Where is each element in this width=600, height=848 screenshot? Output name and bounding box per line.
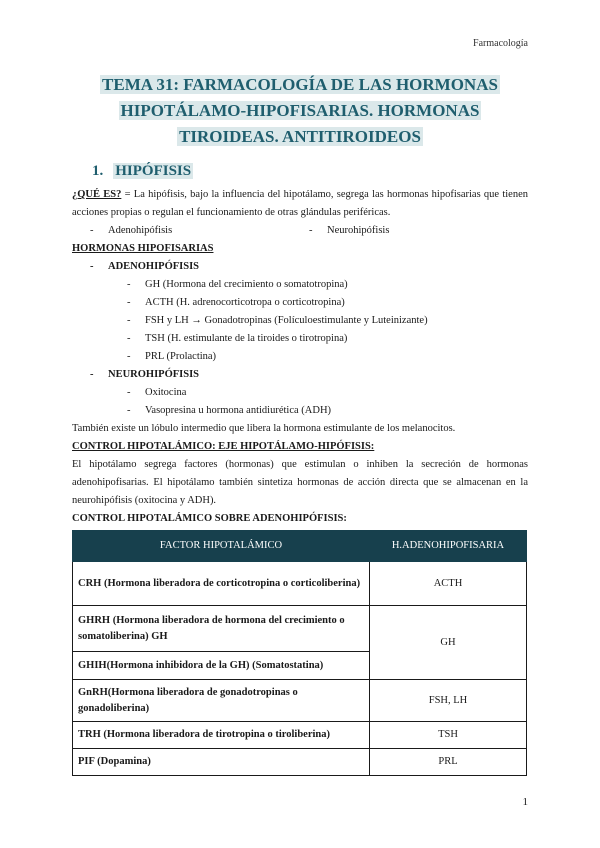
factor-cell: CRH (Hormona liberadora de corticotropina o corticoliberina) <box>73 562 370 606</box>
hormona-cell: TSH <box>370 722 527 749</box>
neuro-heading-label: NEUROHIPÓFISIS <box>108 369 200 380</box>
hormonas-heading: HORMONAS HIPOFISARIAS <box>72 243 214 254</box>
lobulo-text: También existe un lóbulo intermedio que libera la hormona estimulante de los melanocitos. <box>72 423 456 434</box>
section-title: HIPÓFISIS <box>115 163 192 179</box>
table-header-row <box>73 531 527 562</box>
part-left: - Adenohipófisis <box>90 225 173 236</box>
parts-row <box>72 222 528 240</box>
col-hormona-header: H.ADENOHIPOFISARIA <box>370 531 527 562</box>
control-heading: CONTROL HIPOTALÁMICO: EJE HIPOTÁLAMO-HIPÓFISIS: <box>72 441 375 452</box>
neuro-heading: - NEUROHIPÓFISIS <box>90 369 200 380</box>
part-right-label: Neurohipófisis <box>327 225 390 236</box>
table-row <box>73 722 527 749</box>
factor-cell: TRH (Hormona liberadora de tirotropina o tiroliberina) <box>73 722 370 749</box>
title-line-3: TIROIDEAS. ANTITIROIDEOS <box>179 127 421 146</box>
hormona-cell: ACTH <box>370 562 527 606</box>
adeno-item: - FSH y LH → Gonadotropinas (Folículoestimulante y Luteinizante) <box>127 315 428 326</box>
hormona-cell: FSH, LH <box>370 680 527 722</box>
table-row <box>73 562 527 606</box>
neuro-item: - Vasopresina u hormona antidiurética (ADH) <box>127 405 332 416</box>
header-course: Farmacología <box>473 38 528 49</box>
neuro-item: - Oxitocina <box>127 387 187 398</box>
adeno-heading-label: ADENOHIPÓFISIS <box>108 261 200 272</box>
hormone-table <box>72 530 527 776</box>
part-right: - Neurohipófisis <box>309 225 390 236</box>
section-heading-hipofisis <box>92 163 193 180</box>
adeno-heading: - ADENOHIPÓFISIS <box>90 261 200 272</box>
factor-cell: PIF (Dopamina) <box>73 749 370 776</box>
control-paragraph: El hipotálamo segrega factores (hormonas) que estimulan o inhiben la secreción de hormonas adenohipofisarias. El hipotálamo también sintetiza hormonas de acción directa que se almacenan en la neurohipófisis (oxitocina y ADH). <box>72 459 528 506</box>
adeno-item: - ACTH (H. adrenocorticotropa o corticotropina) <box>127 297 345 308</box>
que-es-label: ¿QUÉ ES? <box>72 189 122 200</box>
part-left-label: Adenohipófisis <box>108 225 173 236</box>
table-heading: CONTROL HIPOTALÁMICO SOBRE ADENOHIPÓFISIS: <box>72 513 347 524</box>
section-number: 1. <box>92 163 104 179</box>
adeno-item: - PRL (Prolactina) <box>127 351 217 362</box>
hormona-cell: GH <box>370 606 527 680</box>
page-number: 1 <box>522 796 528 808</box>
adeno-item: - GH (Hormona del crecimiento o somatotropina) <box>127 279 348 290</box>
col-factor-header: FACTOR HIPOTALÁMICO <box>73 531 370 562</box>
document-title <box>72 72 528 150</box>
table-row <box>73 749 527 776</box>
factor-cell: GHIH(Hormona inhibidora de la GH) (Somatostatina) <box>73 652 370 680</box>
hormona-cell: PRL <box>370 749 527 776</box>
adeno-item: - TSH (H. estimulante de la tiroides o tirotropina) <box>127 333 348 344</box>
factor-cell: GHRH (Hormona liberadora de hormona del crecimiento o somatoliberina) GH <box>73 606 370 652</box>
main-content <box>72 186 528 776</box>
table-row <box>73 606 527 652</box>
title-line-1: TEMA 31: FARMACOLOGÍA DE LAS HORMONAS <box>102 75 498 94</box>
que-es-text: = La hipófisis, bajo la influencia del hipotálamo, segrega las hormonas hipofisarias que tienen acciones propias o regulan el funcionamiento de otras glándulas periféricas. <box>72 189 528 218</box>
que-es-paragraph <box>72 186 528 222</box>
table-row <box>73 680 527 722</box>
title-line-2: HIPOTÁLAMO-HIPOFISARIAS. HORMONAS <box>120 101 480 120</box>
factor-cell: GnRH(Hormona liberadora de gonadotropinas o gonadoliberina) <box>73 680 370 722</box>
